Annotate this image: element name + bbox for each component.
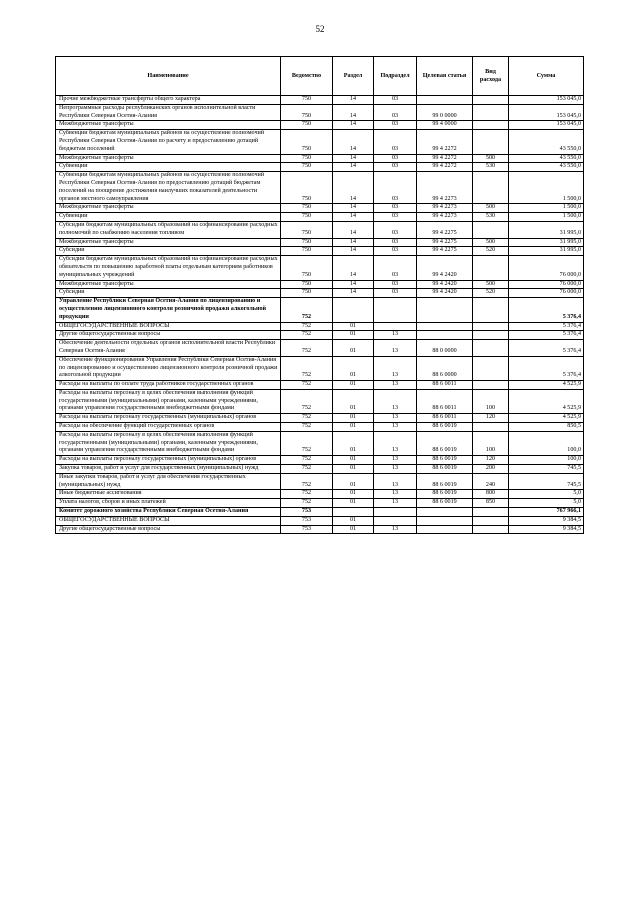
row-name: Управление Республики Северная Осетия-Алания по лицензированию и осуществлению лицензионного контроля розничной продажи алкогольной продукции <box>56 298 281 322</box>
table-row <box>56 516 584 525</box>
row-department: 752 <box>281 465 333 474</box>
row-section: 01 <box>333 340 374 357</box>
row-section: 01 <box>333 322 374 331</box>
row-expense-type <box>473 508 509 517</box>
row-amount: 5,0 <box>509 490 584 499</box>
row-name: Иные бюджетные ассигнования <box>56 490 281 499</box>
table-row <box>56 340 584 357</box>
row-department: 753 <box>281 508 333 517</box>
row-department: 750 <box>281 121 333 130</box>
row-amount: 100,0 <box>509 431 584 455</box>
table-row <box>56 431 584 455</box>
row-target-article: 88 6 0011 <box>417 389 473 413</box>
row-name: Иные закупки товаров, работ и услуг для обеспечения государственных (муниципальных) нужд <box>56 473 281 490</box>
row-expense-type <box>473 331 509 340</box>
row-target-article: 88 6 0019 <box>417 465 473 474</box>
row-amount: 4 525,9 <box>509 414 584 423</box>
row-subsection: 03 <box>374 238 417 247</box>
row-subsection: 13 <box>374 525 417 534</box>
row-department: 750 <box>281 154 333 163</box>
row-target-article: 99 4 0000 <box>417 121 473 130</box>
row-department: 753 <box>281 516 333 525</box>
row-expense-type: 530 <box>473 213 509 222</box>
table-row <box>56 331 584 340</box>
row-section: 14 <box>333 163 374 172</box>
table-row <box>56 172 584 204</box>
row-name: Прочие межбюджетные трансферты общего характера <box>56 96 281 105</box>
header-department: Ведомство <box>281 57 333 96</box>
row-subsection: 03 <box>374 130 417 154</box>
row-name: Субвенции <box>56 163 281 172</box>
row-name: ОБЩЕГОСУДАРСТВЕННЫЕ ВОПРОСЫ <box>56 516 281 525</box>
row-name: Расходы на выплаты персоналу государственных (муниципальных) органов <box>56 414 281 423</box>
row-expense-type <box>473 381 509 390</box>
table-row <box>56 289 584 298</box>
table-row <box>56 456 584 465</box>
row-section: 14 <box>333 289 374 298</box>
row-expense-type: 240 <box>473 473 509 490</box>
table-row <box>56 423 584 432</box>
row-department: 752 <box>281 331 333 340</box>
table-row <box>56 121 584 130</box>
row-department: 753 <box>281 525 333 534</box>
row-expense-type <box>473 525 509 534</box>
row-subsection: 03 <box>374 289 417 298</box>
row-target-article: 99 4 2275 <box>417 247 473 256</box>
row-name: Другие общегосударственные вопросы <box>56 331 281 340</box>
table-row <box>56 213 584 222</box>
table-row <box>56 130 584 154</box>
row-subsection: 03 <box>374 247 417 256</box>
row-section: 01 <box>333 490 374 499</box>
row-section: 01 <box>333 525 374 534</box>
row-target-article: 88 6 0019 <box>417 423 473 432</box>
row-expense-type: 500 <box>473 154 509 163</box>
header-amount: Сумма <box>509 57 584 96</box>
row-department: 750 <box>281 163 333 172</box>
row-subsection: 13 <box>374 356 417 380</box>
row-name: Межбюджетные трансферты <box>56 154 281 163</box>
row-section: 14 <box>333 130 374 154</box>
row-expense-type <box>473 130 509 154</box>
table-row <box>56 490 584 499</box>
row-amount: 5,0 <box>509 499 584 508</box>
row-amount: 153 045,0 <box>509 121 584 130</box>
row-target-article: 99 4 2420 <box>417 280 473 289</box>
row-expense-type <box>473 356 509 380</box>
row-subsection: 03 <box>374 104 417 121</box>
row-target-article: 88 6 0019 <box>417 499 473 508</box>
table-row <box>56 204 584 213</box>
row-department: 750 <box>281 289 333 298</box>
header-target-article: Целевая статья <box>417 57 473 96</box>
row-amount: 43 550,0 <box>509 154 584 163</box>
row-expense-type <box>473 322 509 331</box>
row-section: 01 <box>333 499 374 508</box>
table-row <box>56 238 584 247</box>
row-department: 752 <box>281 381 333 390</box>
row-amount: 767 966,1 <box>509 508 584 517</box>
row-department: 750 <box>281 247 333 256</box>
row-target-article: 88 0 0000 <box>417 340 473 357</box>
row-expense-type: 100 <box>473 389 509 413</box>
row-target-article: 88 6 0019 <box>417 473 473 490</box>
row-subsection: 13 <box>374 340 417 357</box>
row-target-article <box>417 508 473 517</box>
row-section: 01 <box>333 331 374 340</box>
table-row <box>56 221 584 238</box>
row-name: Субвенции бюджетам муниципальных районов на осуществление полномочий Республики Северная Осетия-Алания по расчету и предоставлению дотаций бюджетам поселений <box>56 130 281 154</box>
row-name: Другие общегосударственные вопросы <box>56 525 281 534</box>
row-expense-type: 500 <box>473 204 509 213</box>
row-section: 01 <box>333 356 374 380</box>
row-name: Обеспечение функционирования Управления Республики Северная Осетия-Алания по лицензированию и осуществлению лицензионного контроля розничной продажи алкогольной продукции <box>56 356 281 380</box>
row-department: 750 <box>281 221 333 238</box>
row-amount: 4 525,9 <box>509 381 584 390</box>
row-target-article: 99 0 0000 <box>417 104 473 121</box>
header-name: Наименование <box>56 57 281 96</box>
row-section: 14 <box>333 213 374 222</box>
row-department: 752 <box>281 322 333 331</box>
row-department: 750 <box>281 280 333 289</box>
row-name: Межбюджетные трансферты <box>56 280 281 289</box>
row-subsection: 13 <box>374 414 417 423</box>
budget-table <box>55 56 584 534</box>
row-section: 01 <box>333 414 374 423</box>
row-amount: 153 045,0 <box>509 96 584 105</box>
row-section: 01 <box>333 473 374 490</box>
page-number: 52 <box>315 24 325 34</box>
row-target-article: 88 6 0000 <box>417 356 473 380</box>
row-department: 752 <box>281 431 333 455</box>
row-subsection: 13 <box>374 389 417 413</box>
row-amount: 31 995,0 <box>509 247 584 256</box>
row-name: Закупка товаров, работ и услуг для государственных (муниципальных) нужд <box>56 465 281 474</box>
row-amount: 76 000,0 <box>509 280 584 289</box>
row-section <box>333 508 374 517</box>
row-amount: 9 384,5 <box>509 525 584 534</box>
row-amount: 5 376,4 <box>509 331 584 340</box>
table-row <box>56 256 584 280</box>
row-name: Расходы на выплаты персоналу в целях обеспечения выполнения функций государственными (муниципальными) органами, казенными учреждениями, органами управления государственными внебюджетными фондами <box>56 431 281 455</box>
row-expense-type: 100 <box>473 431 509 455</box>
table-row <box>56 96 584 105</box>
row-amount: 76 000,0 <box>509 289 584 298</box>
row-subsection: 03 <box>374 96 417 105</box>
row-name: ОБЩЕГОСУДАРСТВЕННЫЕ ВОПРОСЫ <box>56 322 281 331</box>
row-amount: 1 500,0 <box>509 172 584 204</box>
row-section: 01 <box>333 389 374 413</box>
row-name: Непрограммные расходы республиканских органов исполнительной власти Республики Северная Осетия-Алания <box>56 104 281 121</box>
row-name: Комитет дорожного хозяйства Республики Северная Осетия-Алания <box>56 508 281 517</box>
row-target-article <box>417 525 473 534</box>
row-department: 752 <box>281 490 333 499</box>
row-expense-type: 200 <box>473 465 509 474</box>
row-expense-type <box>473 340 509 357</box>
row-section: 14 <box>333 172 374 204</box>
row-subsection: 03 <box>374 204 417 213</box>
table-row <box>56 104 584 121</box>
row-section: 01 <box>333 516 374 525</box>
row-amount: 43 550,0 <box>509 163 584 172</box>
row-subsection: 03 <box>374 280 417 289</box>
row-expense-type <box>473 104 509 121</box>
row-section: 14 <box>333 256 374 280</box>
row-subsection: 03 <box>374 256 417 280</box>
row-section: 14 <box>333 221 374 238</box>
row-name: Расходы на выплаты персоналу государственных (муниципальных) органов <box>56 456 281 465</box>
row-amount: 31 995,0 <box>509 221 584 238</box>
row-name: Обеспечение деятельности отдельных органов исполнительной власти Республики Северная Осетия-Алания <box>56 340 281 357</box>
row-subsection: 03 <box>374 163 417 172</box>
row-target-article <box>417 516 473 525</box>
row-department: 752 <box>281 356 333 380</box>
row-expense-type: 120 <box>473 456 509 465</box>
row-amount: 745,5 <box>509 465 584 474</box>
row-subsection: 13 <box>374 456 417 465</box>
table-row <box>56 389 584 413</box>
row-target-article: 99 4 2420 <box>417 289 473 298</box>
table-row <box>56 473 584 490</box>
row-target-article: 88 6 0011 <box>417 381 473 390</box>
row-amount: 76 000,0 <box>509 256 584 280</box>
row-target-article: 99 4 2273 <box>417 213 473 222</box>
row-section: 01 <box>333 456 374 465</box>
row-target-article: 99 4 2275 <box>417 238 473 247</box>
row-amount: 1 500,0 <box>509 213 584 222</box>
row-subsection <box>374 508 417 517</box>
row-section: 01 <box>333 465 374 474</box>
row-name: Субсидии <box>56 289 281 298</box>
row-subsection: 03 <box>374 221 417 238</box>
row-amount: 100,0 <box>509 456 584 465</box>
row-department: 750 <box>281 238 333 247</box>
row-department: 752 <box>281 456 333 465</box>
row-amount: 5 376,4 <box>509 298 584 322</box>
row-expense-type <box>473 298 509 322</box>
row-department: 752 <box>281 473 333 490</box>
table-row <box>56 499 584 508</box>
row-expense-type: 520 <box>473 289 509 298</box>
row-department: 752 <box>281 389 333 413</box>
row-name: Субсидии бюджетам муниципальных образований на софинансирование расходных обязательств по повышению заработной платы отдельным категориям работников муниципальных учреждений <box>56 256 281 280</box>
row-name: Межбюджетные трансферты <box>56 238 281 247</box>
row-target-article: 88 6 0019 <box>417 431 473 455</box>
row-department: 752 <box>281 340 333 357</box>
row-subsection: 13 <box>374 473 417 490</box>
row-expense-type <box>473 423 509 432</box>
row-section: 14 <box>333 238 374 247</box>
table-row <box>56 465 584 474</box>
row-section <box>333 298 374 322</box>
row-amount: 1 500,0 <box>509 204 584 213</box>
row-target-article: 99 4 2275 <box>417 221 473 238</box>
row-subsection: 13 <box>374 423 417 432</box>
row-name: Субвенции <box>56 213 281 222</box>
row-amount: 5 376,4 <box>509 356 584 380</box>
row-subsection: 03 <box>374 154 417 163</box>
row-expense-type: 850 <box>473 499 509 508</box>
row-target-article: 99 4 2272 <box>417 130 473 154</box>
row-name: Субвенции бюджетам муниципальных районов на осуществление полномочий Республики Северная Осетия-Алания по предоставлению дотаций бюджетам поселений на поощрение достижения наилучших показателей деятельности органов местного самоуправления <box>56 172 281 204</box>
row-target-article: 99 4 2272 <box>417 163 473 172</box>
table-row <box>56 154 584 163</box>
row-department: 752 <box>281 499 333 508</box>
row-target-article: 88 6 0019 <box>417 490 473 499</box>
row-target-article: 99 4 2273 <box>417 172 473 204</box>
row-name: Расходы на выплаты персоналу в целях обеспечения выполнения функций государственными (муниципальными) органами, казенными учреждениями, органами управления государственными внебюджетными фондами <box>56 389 281 413</box>
header-subsection: Подраздел <box>374 57 417 96</box>
row-target-article <box>417 322 473 331</box>
row-department: 750 <box>281 213 333 222</box>
row-amount: 9 384,5 <box>509 516 584 525</box>
header-section: Раздел <box>333 57 374 96</box>
row-department: 750 <box>281 256 333 280</box>
row-expense-type <box>473 172 509 204</box>
table-row <box>56 163 584 172</box>
row-target-article: 99 4 2272 <box>417 154 473 163</box>
row-target-article <box>417 298 473 322</box>
row-department: 752 <box>281 298 333 322</box>
header-expense-type: Вид расхода <box>473 57 509 96</box>
row-target-article: 88 6 0011 <box>417 414 473 423</box>
row-subsection: 13 <box>374 465 417 474</box>
row-subsection: 13 <box>374 431 417 455</box>
table-row <box>56 414 584 423</box>
row-subsection: 13 <box>374 331 417 340</box>
row-target-article <box>417 96 473 105</box>
row-section: 14 <box>333 280 374 289</box>
row-name: Субсидии <box>56 247 281 256</box>
row-expense-type: 500 <box>473 280 509 289</box>
row-department: 750 <box>281 204 333 213</box>
row-subsection: 13 <box>374 381 417 390</box>
row-section: 14 <box>333 154 374 163</box>
row-department: 752 <box>281 414 333 423</box>
row-expense-type: 800 <box>473 490 509 499</box>
row-name: Расходы на обеспечение функций государственных органов <box>56 423 281 432</box>
row-expense-type <box>473 221 509 238</box>
table-row <box>56 381 584 390</box>
row-target-article: 99 4 2273 <box>417 204 473 213</box>
row-department: 750 <box>281 172 333 204</box>
row-target-article <box>417 331 473 340</box>
table-row <box>56 247 584 256</box>
table-row <box>56 298 584 322</box>
row-amount: 31 995,0 <box>509 238 584 247</box>
row-amount: 43 550,0 <box>509 130 584 154</box>
row-target-article: 99 4 2420 <box>417 256 473 280</box>
row-subsection <box>374 322 417 331</box>
row-expense-type: 500 <box>473 238 509 247</box>
row-subsection: 03 <box>374 121 417 130</box>
row-amount: 5 376,4 <box>509 340 584 357</box>
table-row <box>56 508 584 517</box>
row-department: 750 <box>281 130 333 154</box>
row-subsection: 03 <box>374 172 417 204</box>
row-subsection: 13 <box>374 499 417 508</box>
row-department: 750 <box>281 96 333 105</box>
row-name: Межбюджетные трансферты <box>56 204 281 213</box>
row-amount: 5 376,4 <box>509 322 584 331</box>
row-expense-type: 120 <box>473 414 509 423</box>
row-amount: 153 045,0 <box>509 104 584 121</box>
row-expense-type <box>473 256 509 280</box>
row-section: 14 <box>333 247 374 256</box>
row-section: 01 <box>333 381 374 390</box>
row-expense-type: 530 <box>473 163 509 172</box>
row-expense-type <box>473 121 509 130</box>
row-name: Расходы на выплаты по оплате труда работников государственных органов <box>56 381 281 390</box>
table-row <box>56 356 584 380</box>
row-section: 14 <box>333 96 374 105</box>
table-header-row <box>56 57 584 96</box>
row-amount: 745,5 <box>509 473 584 490</box>
row-amount: 850,5 <box>509 423 584 432</box>
row-target-article: 88 6 0019 <box>417 456 473 465</box>
row-name: Субсидии бюджетам муниципальных образований на софинансирование расходных полномочий по снабжению населения топливом <box>56 221 281 238</box>
table-row <box>56 525 584 534</box>
row-section: 01 <box>333 431 374 455</box>
row-subsection <box>374 516 417 525</box>
row-department: 752 <box>281 423 333 432</box>
row-expense-type <box>473 96 509 105</box>
row-expense-type: 520 <box>473 247 509 256</box>
table-row <box>56 280 584 289</box>
row-name: Уплата налогов, сборов и иных платежей <box>56 499 281 508</box>
row-section: 01 <box>333 423 374 432</box>
row-subsection <box>374 298 417 322</box>
row-name: Межбюджетные трансферты <box>56 121 281 130</box>
row-department: 750 <box>281 104 333 121</box>
table-row <box>56 322 584 331</box>
table-body <box>56 96 584 534</box>
row-section: 14 <box>333 204 374 213</box>
row-expense-type <box>473 516 509 525</box>
row-section: 14 <box>333 104 374 121</box>
row-amount: 4 525,9 <box>509 389 584 413</box>
row-section: 14 <box>333 121 374 130</box>
row-subsection: 13 <box>374 490 417 499</box>
row-subsection: 03 <box>374 213 417 222</box>
